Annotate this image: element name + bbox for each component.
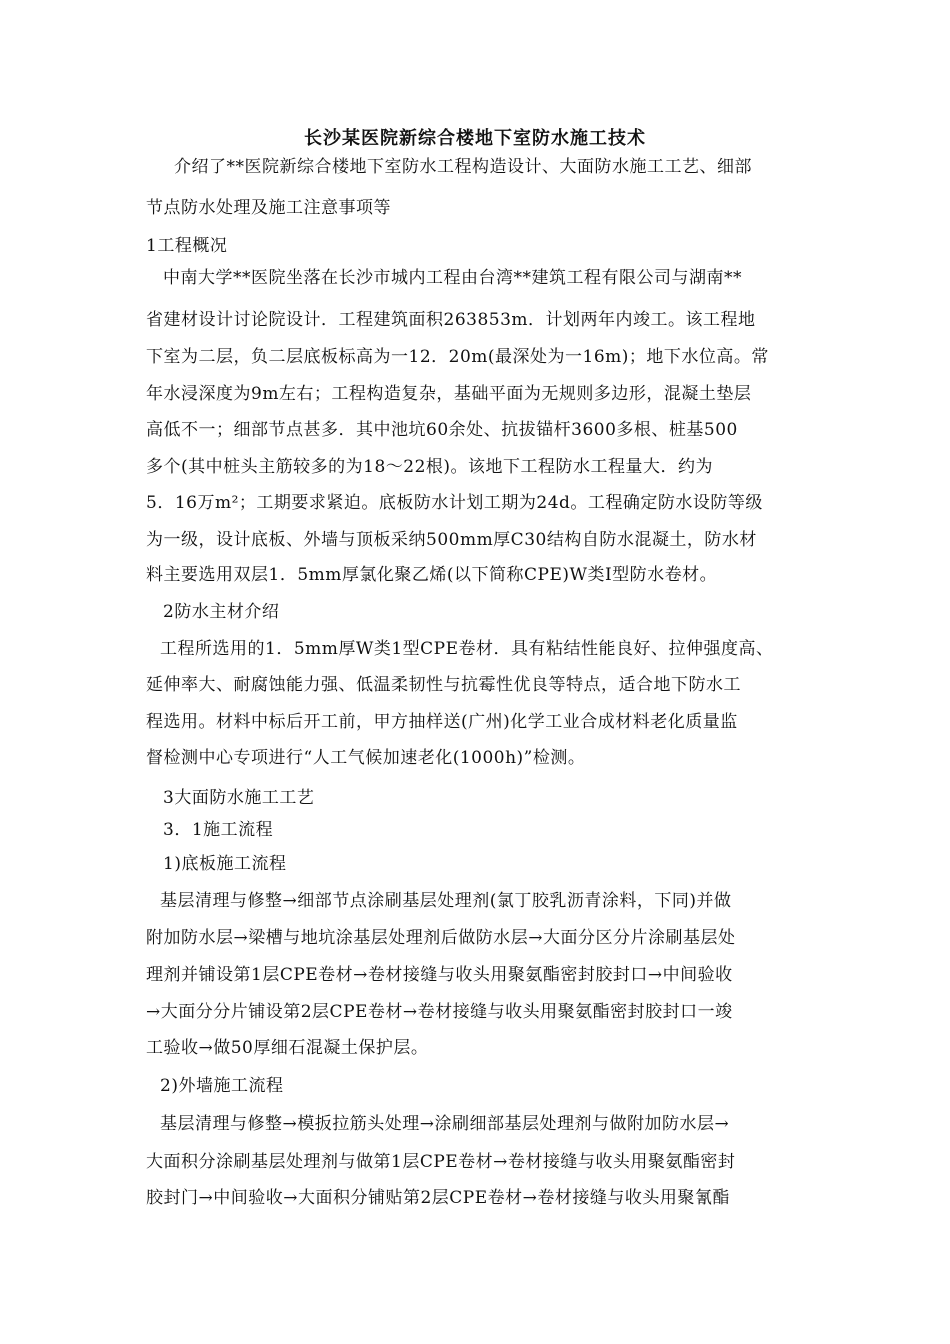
text-line: 2)外墙施工流程 [160, 1076, 284, 1096]
text-line: 2防水主材介绍 [163, 602, 280, 622]
text-line: 年水浸深度为9m左右；工程构造复杂，基础平面为无规则多边形，混凝土垫层 [146, 384, 752, 404]
document-title: 长沙某医院新综合楼地下室防水施工技术 [304, 128, 646, 149]
text-line: 胶封门→中间验收→大面积分铺贴第2层CPE卷材→卷材接缝与收头用聚氰酯 [146, 1188, 730, 1208]
text-line: 下室为二层，负二层底板标高为一12．20m(最深处为一16m)；地下水位高。常 [146, 347, 769, 367]
text-line: 理剂并铺设第1层CPE卷材→卷材接缝与收头用聚氨酯密封胶封口→中间验收 [146, 965, 733, 985]
text-line: →大面分分片铺设第2层CPE卷材→卷材接缝与收头用聚氨酯密封胶封口一竣 [146, 1002, 733, 1022]
text-line: 大面积分涂刷基层处理剂与做第1层CPE卷材→卷材接缝与收头用聚氨酯密封 [146, 1152, 736, 1172]
text-line: 3．1施工流程 [163, 820, 274, 840]
text-line: 省建材设计讨论院设计．工程建筑面积263853m．计划两年内竣工。该工程地 [146, 310, 756, 330]
text-line: 高低不一；细部节点甚多．其中池坑60余处、抗拔锚杆3600多根、桩基500 [146, 420, 738, 440]
text-line: 延伸率大、耐腐蚀能力强、低温柔韧性与抗霉性优良等特点，适合地下防水工 [146, 675, 741, 695]
text-line: 工程所选用的1．5mm厚W类1型CPE卷材．具有粘结性能良好、拉伸强度高、 [160, 639, 774, 659]
text-line: 工验收→做50厚细石混凝土保护层。 [146, 1038, 429, 1058]
text-line: 5．16万m²；工期要求紧迫。底板防水计划工期为24d。工程确定防水设防等级 [146, 493, 763, 513]
text-line: 附加防水层→梁槽与地坑涂基层处理剂后做防水层→大面分区分片涂刷基层处 [146, 928, 736, 948]
text-line: 1)底板施工流程 [163, 854, 287, 874]
text-line: 3大面防水施工工艺 [163, 788, 315, 808]
text-line: 为一级，设计底板、外墙与顶板采纳500mm厚C30结构自防水混凝土，防水材 [146, 530, 757, 550]
text-line: 1工程概况 [146, 236, 228, 256]
text-line: 中南大学**医院坐落在长沙市城内工程由台湾**建筑工程有限公司与湖南** [163, 268, 742, 288]
text-line: 基层清理与修整→模扳拉筋头处理→涂刷细部基层处理剂与做附加防水层→ [160, 1114, 730, 1134]
text-line: 料主要选用双层1．5mm厚氯化聚乙烯(以下简称CPE)W类I型防水卷材。 [146, 565, 718, 585]
text-line: 督检测中心专项进行“人工气候加速老化(1000h)”检测。 [146, 748, 586, 768]
text-line: 多个(其中桩头主筋较多的为18～22根)。该地下工程防水工程量大．约为 [146, 457, 714, 477]
text-line: 节点防水处理及施工注意事项等 [146, 198, 391, 218]
text-line: 基层清理与修整→细部节点涂刷基层处理剂(氯丁胶乳沥青涂料，下同)并做 [160, 891, 732, 911]
text-line: 程选用。材料中标后开工前，甲方抽样送(广州)化学工业合成材料老化质量监 [146, 712, 738, 732]
text-line: 介绍了**医院新综合楼地下室防水工程构造设计、大面防水施工工艺、细部 [174, 157, 752, 177]
